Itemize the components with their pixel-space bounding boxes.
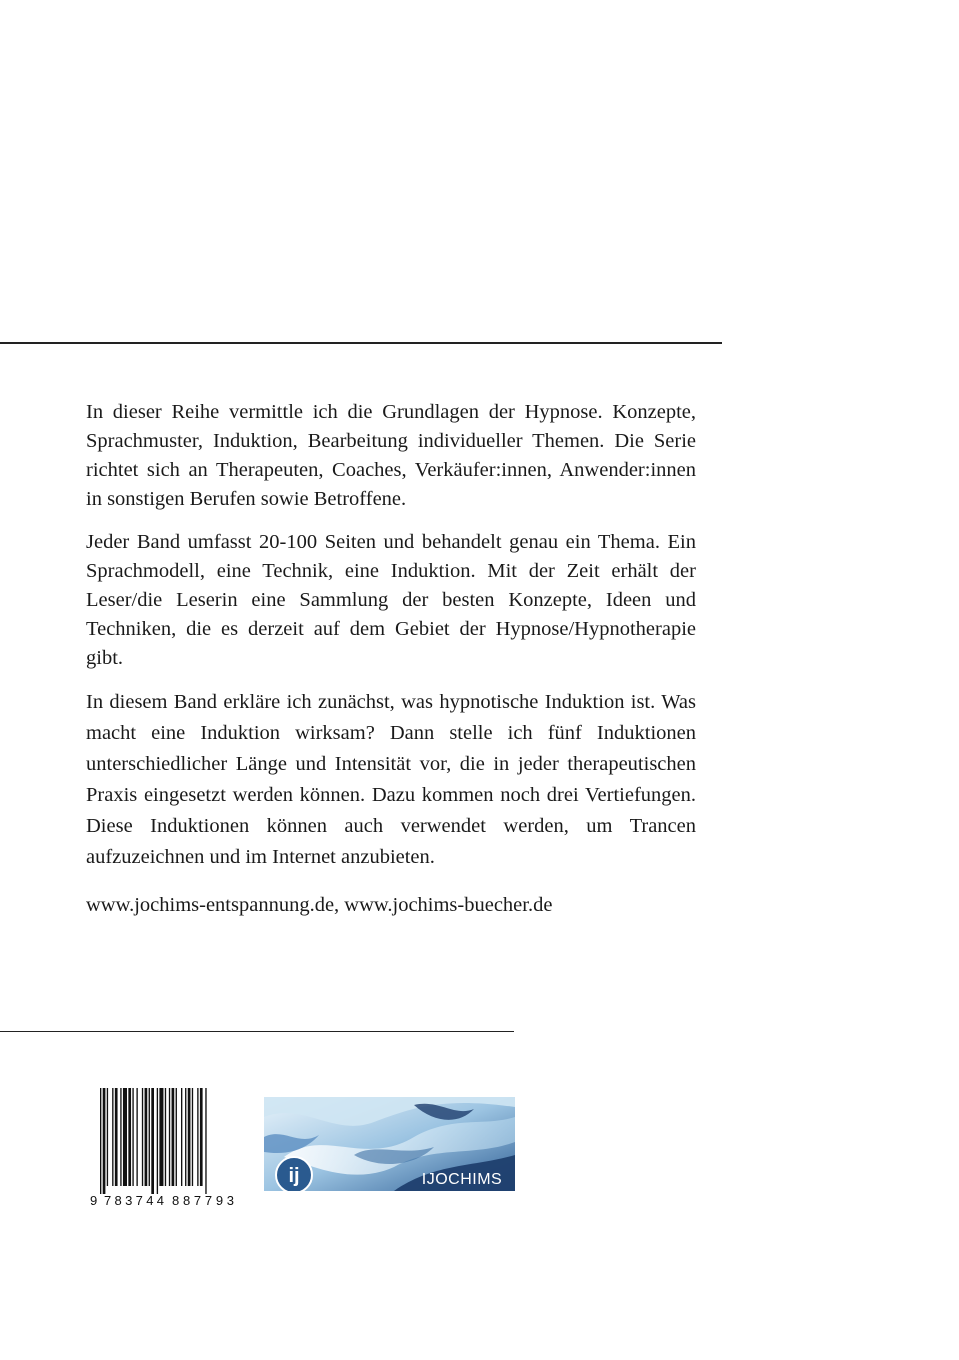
barcode-bar	[107, 1088, 108, 1186]
barcode-bar	[149, 1088, 150, 1186]
blurb-paragraph-3: In diesem Band erkläre ich zunächst, was hypnotische Induktion ist. Was macht eine Induktion wirksam? Dann stelle ich fünf Induktionen unterschiedlicher Länge und Intensität vor, die in jeder therapeutischen Praxis eingesetzt werden können. Dazu kommen noch drei Vertiefungen. Diese Induktionen können auch verwendet werden, um Trancen aufzuzeichnen und im Internet anzubieten.	[86, 691, 696, 868]
barcode-bar	[157, 1088, 158, 1194]
back-cover-blurb	[86, 398, 696, 934]
barcode-bar	[112, 1088, 113, 1186]
blurb-paragraph-1: In dieser Reihe vermittle ich die Grundlagen der Hypnose. Konzepte, Sprachmuster, Induktion, Bearbeitung individueller Themen. Die Serie richtet sich an Therapeuten, Coaches, Verkäufer:innen, Anwender:innen in sonstigen Berufen sowie Betroffene.	[86, 401, 696, 510]
barcode-bar	[176, 1088, 177, 1186]
barcode-bar	[115, 1088, 118, 1186]
top-divider	[0, 342, 722, 344]
barcode-bar	[120, 1088, 121, 1186]
barcode-bar	[200, 1088, 203, 1186]
barcode-bar	[185, 1088, 186, 1186]
publisher-logo	[264, 1097, 515, 1191]
barcode-bar	[151, 1088, 154, 1194]
barcode-bar	[103, 1088, 106, 1194]
publisher-name: IJOCHIMS	[421, 1171, 503, 1188]
barcode-bar	[159, 1088, 163, 1186]
barcode-bar	[123, 1088, 127, 1186]
barcode-bar	[181, 1088, 182, 1186]
bottom-divider	[0, 1031, 514, 1032]
isbn-barcode	[86, 1088, 242, 1208]
isbn-digits-right: 887793	[172, 1193, 234, 1208]
blurb-paragraph-2: Jeder Band umfasst 20-100 Seiten und behandelt genau ein Thema. Ein Sprachmodell, eine Technik, eine Induktion. Mit der Zeit erhält der Leser/die Leserin eine Sammlung der besten Konzepte, Ideen und Techniken, die es derzeit auf dem Gebiet der Hypnose/Hypnotherapie gibt.	[86, 531, 696, 669]
barcode-bar	[172, 1088, 175, 1186]
website-links[interactable]: www.jochims-entspannung.de, www.jochims-buecher.de	[86, 894, 553, 916]
isbn-digits-left: 783744	[104, 1193, 164, 1208]
barcode-bar	[100, 1088, 101, 1194]
logo-monogram: ij	[288, 1165, 300, 1187]
barcode-bar	[169, 1088, 170, 1186]
barcode-bar	[188, 1088, 191, 1186]
barcode-bar	[192, 1088, 193, 1186]
barcode-bar	[128, 1088, 131, 1186]
barcode-bar	[145, 1088, 148, 1186]
barcode-bar	[205, 1088, 206, 1194]
barcode-bar	[132, 1088, 133, 1186]
barcode-bars	[100, 1088, 207, 1194]
barcode-bar	[197, 1088, 198, 1186]
barcode-bar	[142, 1088, 143, 1186]
isbn-lead-digit: 9	[90, 1193, 98, 1208]
barcode-bar	[136, 1088, 137, 1186]
barcode-bar	[165, 1088, 166, 1186]
